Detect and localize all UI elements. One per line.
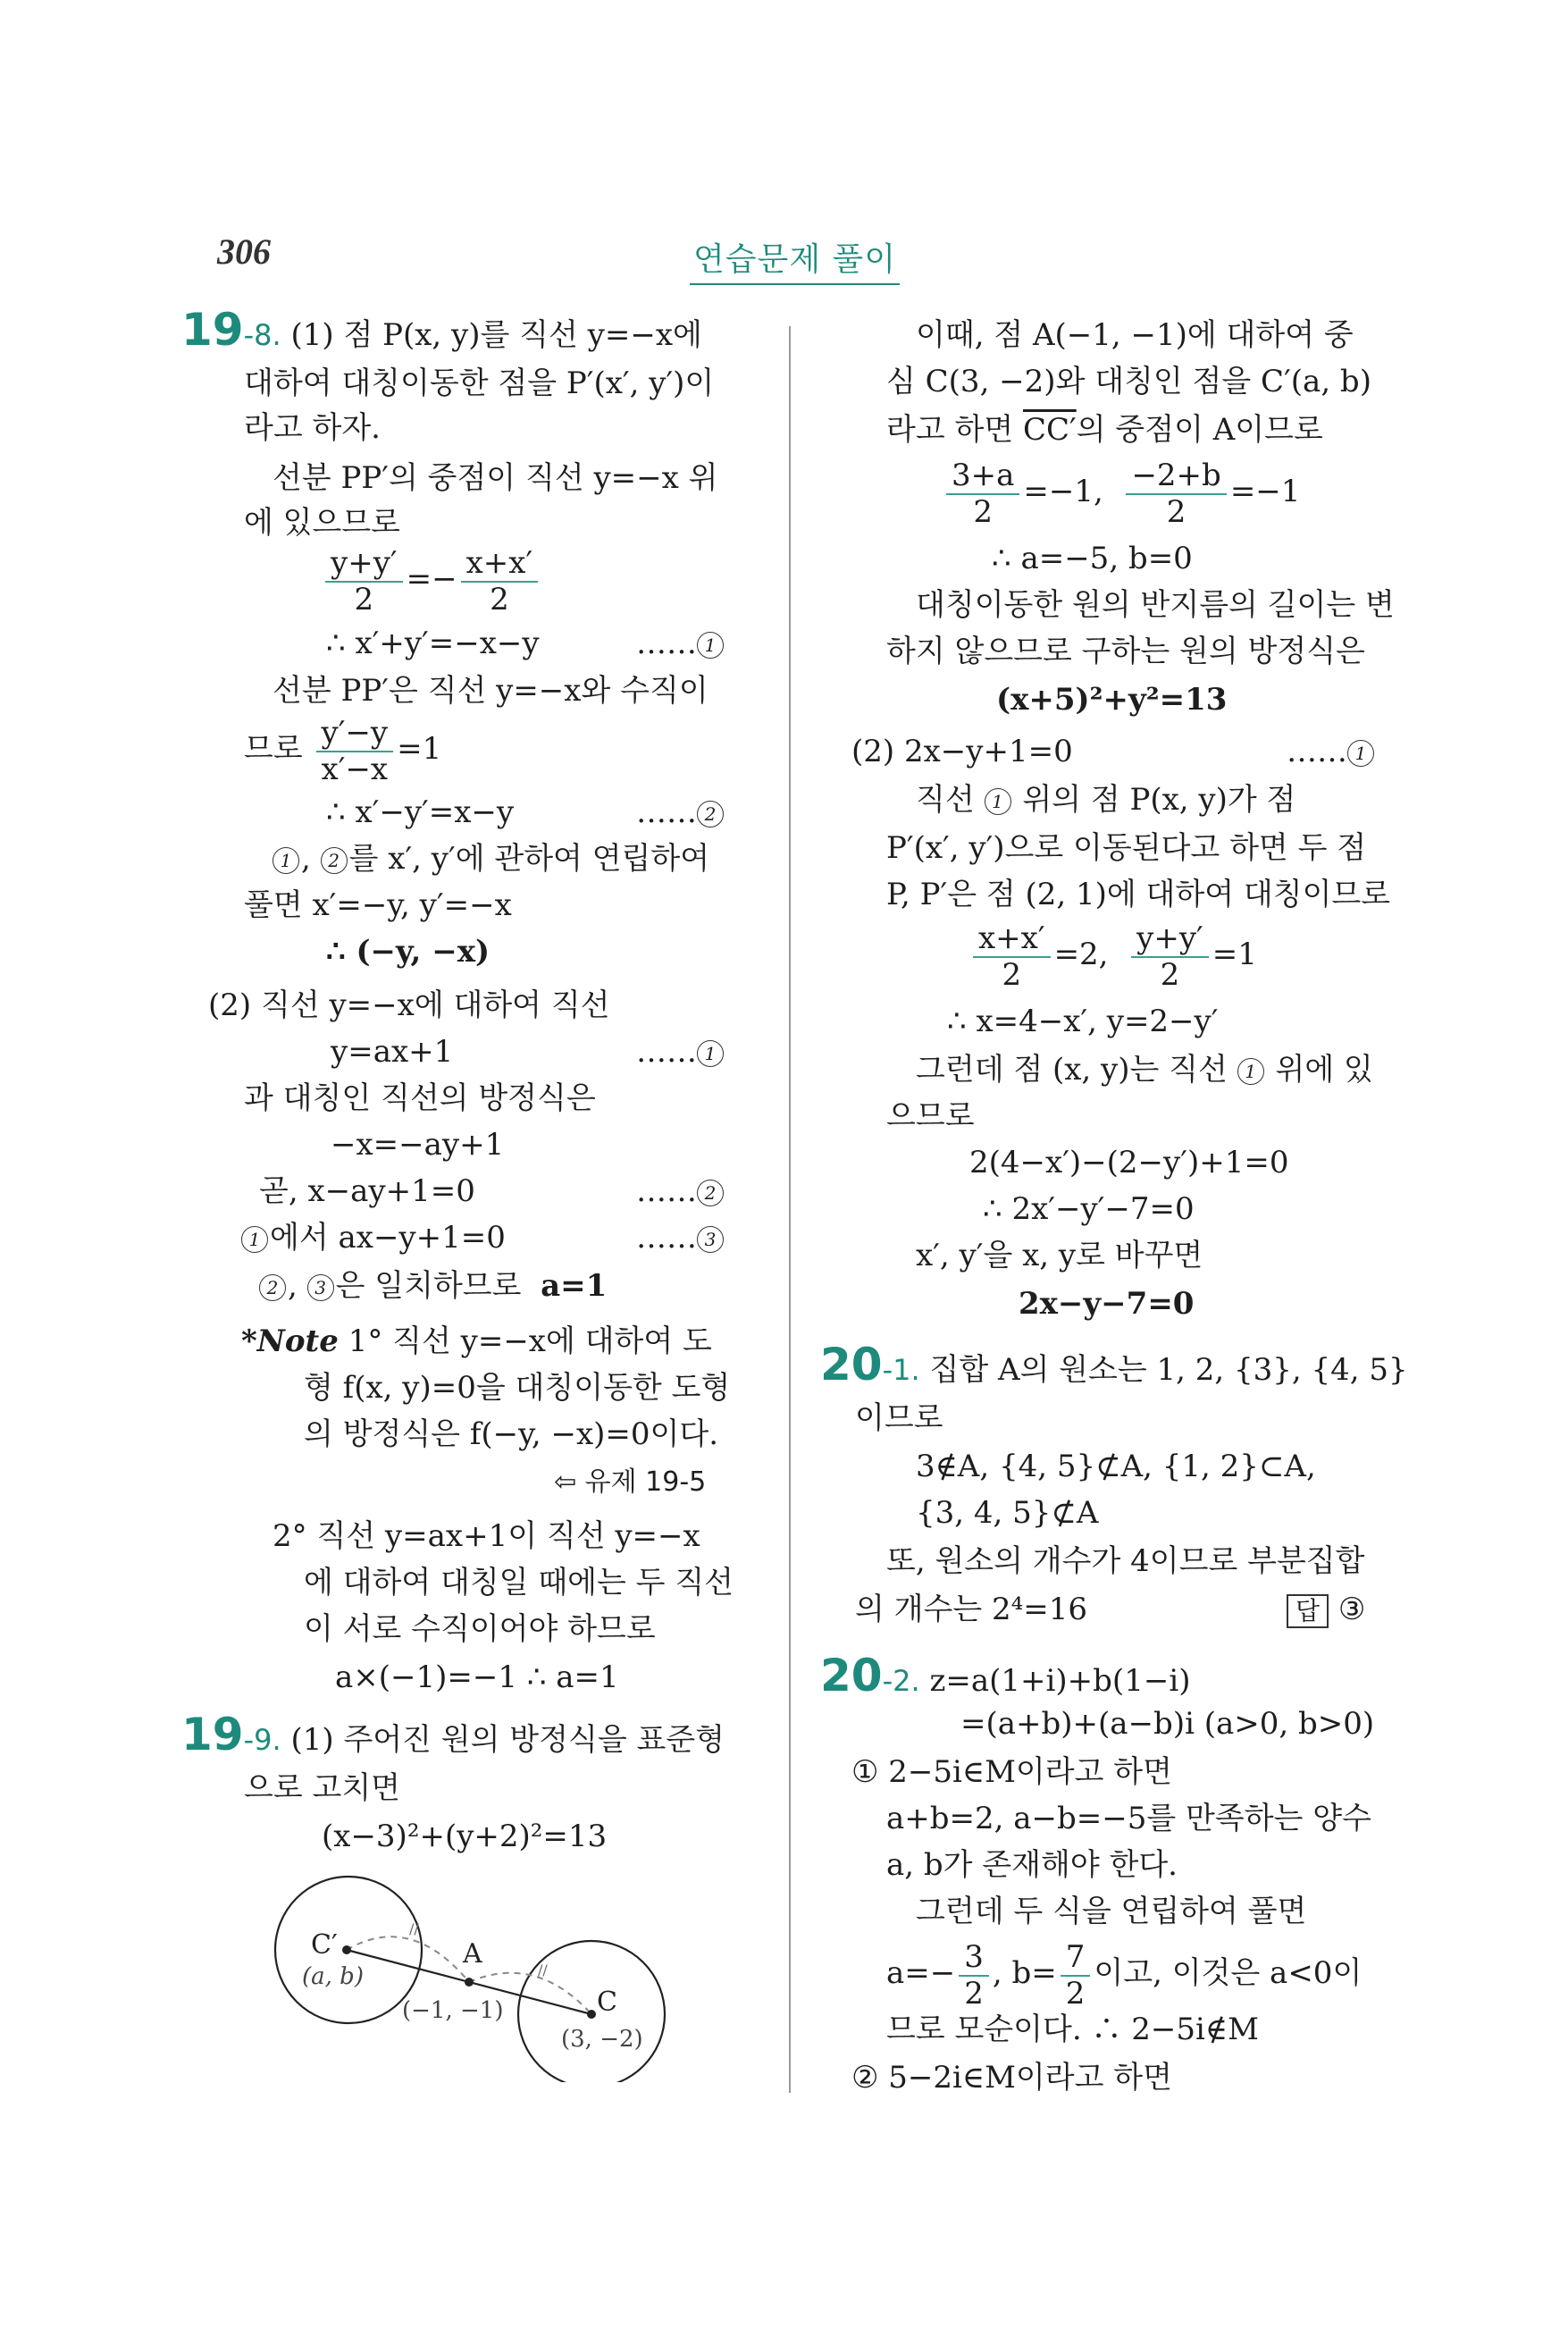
- text-line: (1) 주어진 원의 방정식을 표준형: [290, 1722, 725, 1758]
- text-line: 1 , 2 를 x′, y′에 관하여 연립하여: [273, 836, 709, 881]
- text-line: (2) 직선 y=−x에 대하여 직선: [208, 987, 610, 1023]
- text-line: ∴ x′−y′=x−y: [326, 794, 515, 830]
- marker-1: …… 1: [636, 621, 725, 666]
- label-c: C: [597, 1987, 617, 2018]
- text-line: y=ax+1: [331, 1034, 454, 1070]
- text-line: a+b=2, a−b=−5를 만족하는 양수: [886, 1801, 1371, 1836]
- text-line: a, b가 존재해야 한다.: [886, 1847, 1178, 1883]
- text-line: ∴ x=4−x′, y=2−y′: [947, 1004, 1219, 1039]
- label-c-prime: C′: [311, 1929, 338, 1961]
- problem-id: 20-1.: [820, 1339, 920, 1390]
- text-line: ∴ x′+y′=−x−y: [326, 626, 540, 661]
- problem-20-2-header: [820, 1650, 1191, 1703]
- text-line: 라고 하면 CC′의 중점이 A이므로: [886, 412, 1323, 448]
- marker-2: …… 2: [636, 790, 725, 835]
- marker-3: …… 3: [636, 1215, 725, 1260]
- text-line: 직선 1 위의 점 P(x, y)가 점: [916, 782, 1296, 818]
- marker-1: …… 1: [1287, 729, 1376, 774]
- text-line: z=a(1+i)+b(1−i): [929, 1663, 1191, 1699]
- text-line: 으로 고치면: [244, 1770, 401, 1806]
- answer-line: 2x−y−7=0: [1019, 1286, 1195, 1322]
- text-line: 또, 원소의 개수가 4이므로 부분집합: [886, 1543, 1365, 1579]
- text-line: 이 서로 수직이어야 하므로: [304, 1611, 656, 1647]
- text-line: x′, y′을 x, y로 바꾸면: [916, 1238, 1203, 1273]
- text-line: 대칭이동한 원의 반지름의 길이는 변: [916, 587, 1395, 623]
- answer-line: a×(−1)=−1 ∴ a=1: [335, 1659, 619, 1695]
- text-line: ① 2−5i∈M이라고 하면: [851, 1754, 1172, 1790]
- text-line: 풀면 x′=−y, y′=−x: [244, 887, 512, 923]
- marker-1: …… 1: [636, 1029, 725, 1074]
- circles-figure: [259, 1868, 670, 2082]
- text-line: 2° 직선 y=ax+1이 직선 y=−x: [273, 1518, 700, 1554]
- problem-19-8-header: [181, 304, 702, 357]
- answer-line: (x+5)²+y²=13: [996, 682, 1228, 718]
- answer-badge: 답 ③: [1287, 1587, 1365, 1632]
- label-a: A: [463, 1938, 482, 1970]
- text-line: 형 f(x, y)=0을 대칭이동한 도형: [304, 1370, 731, 1406]
- text-line: 대하여 대칭이동한 점을 P′(x′, y′)이: [244, 365, 715, 401]
- text-line: 그런데 두 식을 연립하여 풀면: [916, 1894, 1307, 1929]
- reference-link: ⇦ 유제 19-5: [554, 1466, 707, 1498]
- svg-text://: //: [409, 1920, 419, 1937]
- text-line: (x−3)²+(y+2)²=13: [322, 1819, 608, 1854]
- answer-line: ∴ (−y, −x): [326, 934, 491, 970]
- equation-fraction: $\frac{y+y'}{2}$ =− $\frac{x+x'}{2}$: [322, 545, 541, 617]
- text-line: 으므로: [886, 1098, 975, 1134]
- label-c-prime-coord: (a, b): [302, 1963, 364, 1990]
- problem-19-9-header: [181, 1709, 725, 1762]
- problem-id: 19-9.: [181, 1709, 281, 1760]
- marker-2: …… 2: [636, 1169, 725, 1214]
- text-line: ∴ 2x′−y′−7=0: [983, 1191, 1195, 1227]
- equation-fraction: 므로 $\frac{y'-y}{x'-x}$ =1: [244, 715, 442, 787]
- text-line: 의 방정식은 f(−y, −x)=0이다.: [304, 1416, 719, 1452]
- svg-text://: //: [538, 1962, 548, 1978]
- text-line: 의 개수는 2⁴=16: [855, 1592, 1088, 1627]
- point-c-prime: [342, 1945, 351, 1954]
- text-line: 선분 PP′은 직선 y=−x와 수직이: [273, 673, 709, 709]
- equation-fraction: $\frac{3+a}{2}$ =−1, $\frac{-2+b}{2}$ =−1: [943, 458, 1300, 529]
- column-divider: [789, 326, 791, 2093]
- text-line: 라고 하자.: [244, 410, 381, 446]
- text-line: (1) 점 P(x, y)를 직선 y=−x에: [290, 317, 702, 353]
- text-line: =(a+b)+(a−b)i (a>0, b>0): [960, 1706, 1375, 1742]
- text-line: 이때, 점 A(−1, −1)에 대하여 중: [916, 317, 1354, 353]
- text-line: 1 에서 ax−y+1=0: [241, 1215, 506, 1260]
- text-line: (2) 2x−y+1=0: [851, 734, 1073, 769]
- problem-id: 20-2.: [820, 1650, 920, 1701]
- text-line: ② 5−2i∈M이라고 하면: [851, 2060, 1172, 2096]
- text-line: 2 , 3 은 일치하므로 a=1: [259, 1264, 607, 1308]
- note-line: *Note 1° 직선 y=−x에 대하여 도: [241, 1323, 712, 1359]
- text-line: 므로 모순이다. ∴ 2−5i∉M: [886, 2012, 1259, 2047]
- text-line: 3∉A, {4, 5}⊄A, {1, 2}⊂A,: [916, 1449, 1316, 1484]
- text-line: −x=−ay+1: [331, 1127, 505, 1163]
- text-line: 곧, x−ay+1=0: [259, 1173, 475, 1209]
- text-line: P, P′은 점 (2, 1)에 대하여 대칭이므로: [886, 877, 1391, 912]
- text-line: 에 대하여 대칭일 때에는 두 직선: [304, 1565, 734, 1600]
- text-line: 하지 않으므로 구하는 원의 방정식은: [886, 634, 1365, 669]
- text-line: 과 대칭인 직선의 방정식은: [244, 1080, 596, 1116]
- label-a-coord: (−1, −1): [402, 1997, 504, 2024]
- point-c: [587, 2010, 596, 2019]
- arc-dashed-1: [347, 1936, 469, 1982]
- text-line: ∴ a=−5, b=0: [992, 541, 1193, 576]
- text-line: 에 있으므로: [244, 505, 401, 541]
- label-c-coord: (3, −2): [561, 2026, 643, 2053]
- text-line: 2(4−x′)−(2−y′)+1=0: [969, 1145, 1289, 1180]
- text-line: 그런데 점 (x, y)는 직선 1 위에 있: [916, 1052, 1373, 1088]
- problem-20-1-header: [820, 1339, 1408, 1392]
- equation-fraction: $\frac{x+x'}{2}$ =2, $\frac{y+y'}{2}$ =1: [969, 920, 1257, 992]
- equation-fraction: a=− $\frac{3}{2}$ , b= $\frac{7}{2}$ 이고, 이것은 a<0이: [886, 1939, 1363, 2012]
- text-line: {3, 4, 5}⊄A: [916, 1495, 1099, 1531]
- text-line: 이므로: [855, 1400, 943, 1436]
- text-line: 심 C(3, −2)와 대칭인 점을 C′(a, b): [886, 364, 1371, 399]
- text-line: 선분 PP′의 중점이 직선 y=−x 위: [273, 460, 718, 496]
- text-line: P′(x′, y′)으로 이동된다고 하면 두 점: [886, 830, 1367, 866]
- text-line: 집합 A의 원소는 1, 2, {3}, {4, 5}: [929, 1352, 1408, 1388]
- section-title: 연습문제 풀이: [690, 234, 900, 285]
- point-a: [465, 1978, 474, 1987]
- page-number: 306: [217, 231, 271, 272]
- problem-id: 19-8.: [181, 304, 281, 356]
